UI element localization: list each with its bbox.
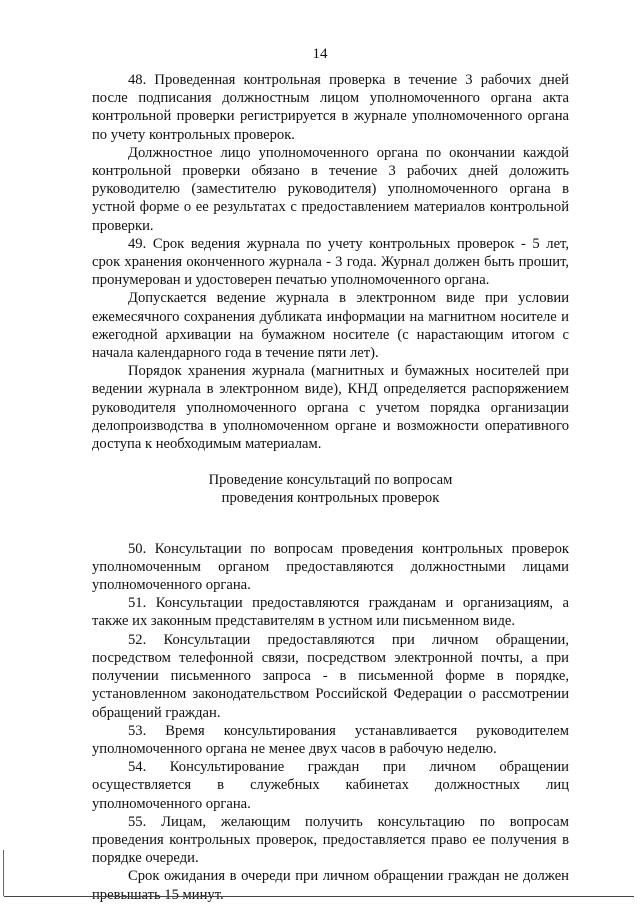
section-heading-line-2: проведения контрольных проверок bbox=[221, 490, 440, 507]
page-number: 14 bbox=[312, 46, 328, 62]
paragraph-48: 48. Проведенная контрольная проверка в течение 3 рабочих дней после подписания должностным лицом уполномоченного органа акта контрольной проверки регистрируется в журнале уполномоченного органа по учету контрольных проверок. bbox=[92, 72, 569, 143]
document-body bbox=[92, 71, 569, 904]
scan-edge-mark bbox=[3, 850, 4, 896]
paragraph-55: 55. Лицам, желающим получить консультацию по вопросам проведения контрольных проверок, предоставляется право ее получения в порядке очереди. bbox=[92, 813, 569, 867]
section-heading bbox=[92, 471, 569, 507]
scan-bottom-edge bbox=[4, 896, 634, 897]
paragraph-53: 53. Время консультирования устанавливается руководителем уполномоченного органа не менее двух часов в рабочую неделю. bbox=[92, 722, 569, 757]
paragraph-49-storage: Порядок хранения журнала (магнитных и бумажных носителей при ведении журнала в электронном виде), КНД определяется распоряжением руководителя уполномоченного органа с учетом порядка организации делопроизводства в уполномоченном органе и возможности оперативного доступа к необходимым материалам. bbox=[92, 363, 569, 453]
paragraph-54: 54. Консультирование граждан при личном обращении осуществляется в служебных кабинетах должностных лиц уполномоченного органа. bbox=[92, 759, 569, 812]
paragraph-51: 51. Консультации предоставляются гражданам и организациям, а также их законным представителям в устном или письменном виде. bbox=[92, 595, 569, 630]
paragraph-49-electronic: Допускается ведение журнала в электронном виде при условии ежемесячного сохранения дубликата информации на магнитном носителе и ежегодной архивации на бумажном носителе (с нарастающим итогом с начала календарного года в течение пяти лет). bbox=[92, 290, 569, 362]
paragraph-52: 52. Консультации предоставляются при личном обращении, посредством телефонной связи, посредством электронной почты, а при получении письменного запроса - в письменной форме в порядке, установленном законодательством Российской Федерации о рассмотрении обращений граждан. bbox=[92, 631, 569, 721]
paragraph-48-report: Должностное лицо уполномоченного органа по окончании каждой контрольной проверки обязано в течение 3 рабочих дней доложить руководителю (заместителю руководителя) уполномоченного органа в устной форме о ее результатах с предоставлением материалов контрольной проверки. bbox=[92, 144, 569, 234]
paragraph-50: 50. Консультации по вопросам проведения контрольных проверок уполномоченным органом предоставляются должностными лицами уполномоченного органа. bbox=[92, 540, 569, 594]
paragraph-49: 49. Срок ведения журнала по учету контрольных проверок - 5 лет, срок хранения оконченного журнала - 3 года. Журнал должен быть прошит, пронумерован и удостоверен печатью уполномоченного органа. bbox=[92, 235, 569, 289]
paragraph-55-waiting: Срок ожидания в очереди при личном обращении граждан не должен превышать 15 минут. bbox=[92, 868, 569, 903]
section-heading-line-1: Проведение консультаций по вопросам bbox=[208, 472, 453, 489]
